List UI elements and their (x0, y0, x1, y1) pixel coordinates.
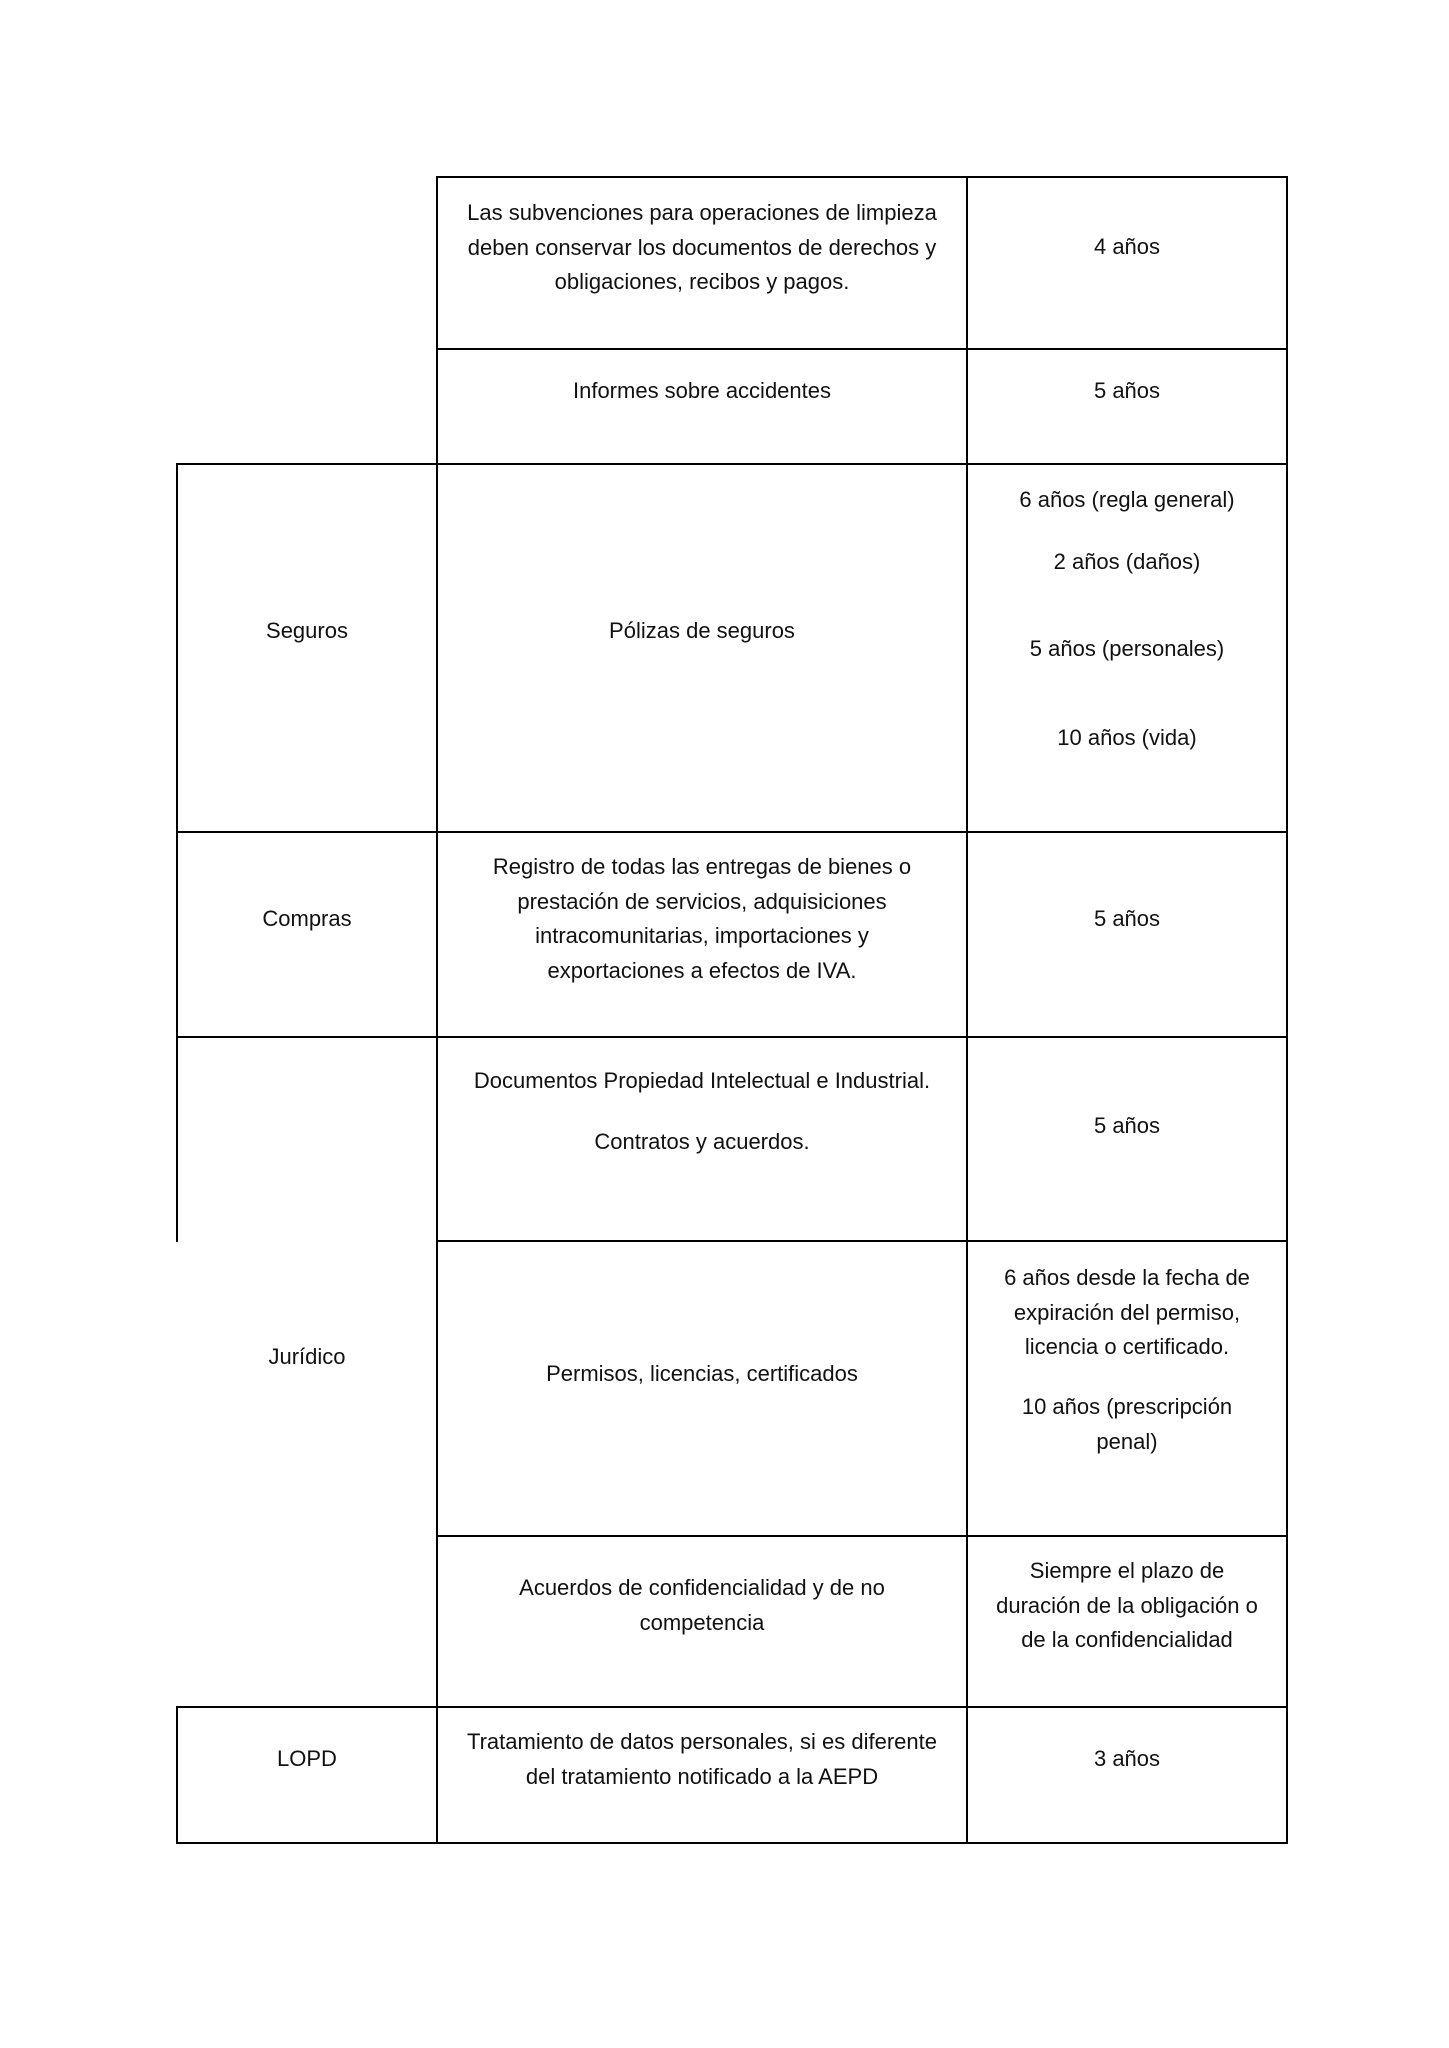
category-text: LOPD (277, 1746, 337, 1771)
document-cell (438, 1357, 966, 1392)
document-text: Tratamiento de datos personales, si es diferente del tratamiento notificado a la AEPD (466, 1729, 937, 1789)
document-cell (438, 850, 966, 988)
period-cell (968, 483, 1286, 518)
category-cell (178, 1340, 436, 1375)
document-text: Acuerdos de confidencialidad y de no competencia (519, 1575, 885, 1635)
document-cell (438, 1571, 966, 1640)
table-border (176, 463, 178, 1242)
period-cell (968, 632, 1286, 667)
table-border (176, 831, 1288, 833)
period-cell (968, 1261, 1286, 1365)
document-text: Las subvenciones para operaciones de limpieza deben conservar los documentos de derechos y obligaciones, recibos y pagos. (467, 200, 937, 294)
period-text: 3 años (1093, 1746, 1161, 1771)
category-cell (178, 902, 436, 937)
period-cell (968, 721, 1286, 756)
table-border (1286, 176, 1288, 1844)
period-text: 5 años (1093, 906, 1161, 931)
period-cell (968, 545, 1286, 580)
category-text: Compras (262, 906, 352, 931)
document-text: Pólizas de seguros (609, 618, 795, 643)
period-text: 10 años (vida) (1057, 725, 1197, 750)
period-cell (968, 1390, 1286, 1459)
table-border (437, 176, 1288, 178)
period-text: 4 años (1093, 234, 1161, 259)
category-text: Seguros (266, 618, 348, 643)
document-text: Contratos y acuerdos. (594, 1129, 810, 1154)
period-text: 5 años (1093, 378, 1161, 403)
document-cell (438, 196, 966, 300)
document-text: Documentos Propiedad Intelectual e Industrial. (473, 1068, 931, 1093)
table-border (176, 1842, 1288, 1844)
category-cell (178, 614, 436, 649)
document-text: Informes sobre accidentes (572, 378, 832, 403)
document-cell (438, 1125, 966, 1160)
table-border (176, 1036, 1288, 1038)
document-cell (438, 1725, 966, 1794)
table-border (437, 348, 1288, 350)
document-cell (438, 1064, 966, 1099)
table-border (437, 1535, 1288, 1537)
period-cell (968, 1742, 1286, 1777)
period-text: 5 años (1093, 1113, 1161, 1138)
period-cell (968, 1554, 1286, 1658)
period-cell (968, 902, 1286, 937)
period-text: 6 años desde la fecha de expiración del permiso, licencia o certificado. (1004, 1265, 1250, 1359)
period-cell (968, 1109, 1286, 1144)
table-border (176, 1706, 1288, 1708)
period-cell (968, 374, 1286, 409)
document-cell (438, 374, 966, 409)
period-text: 6 años (regla general) (1019, 487, 1235, 512)
category-cell (178, 1742, 436, 1777)
document-text: Registro de todas las entregas de bienes o prestación de servicios, adquisiciones intracomunitarias, importaciones y exportaciones a efectos de IVA. (492, 854, 912, 983)
category-text: Jurídico (268, 1344, 346, 1369)
table-border (176, 463, 1288, 465)
document-text: Permisos, licencias, certificados (546, 1361, 858, 1386)
table-border (437, 1240, 1288, 1242)
period-text: 10 años (prescripción penal) (1021, 1394, 1233, 1454)
period-cell (968, 230, 1286, 265)
document-cell (438, 614, 966, 649)
period-text: Siempre el plazo de duración de la obligación o de la confidencialidad (996, 1558, 1258, 1652)
period-text: 2 años (daños) (1053, 549, 1201, 574)
period-text: 5 años (personales) (1029, 636, 1225, 661)
